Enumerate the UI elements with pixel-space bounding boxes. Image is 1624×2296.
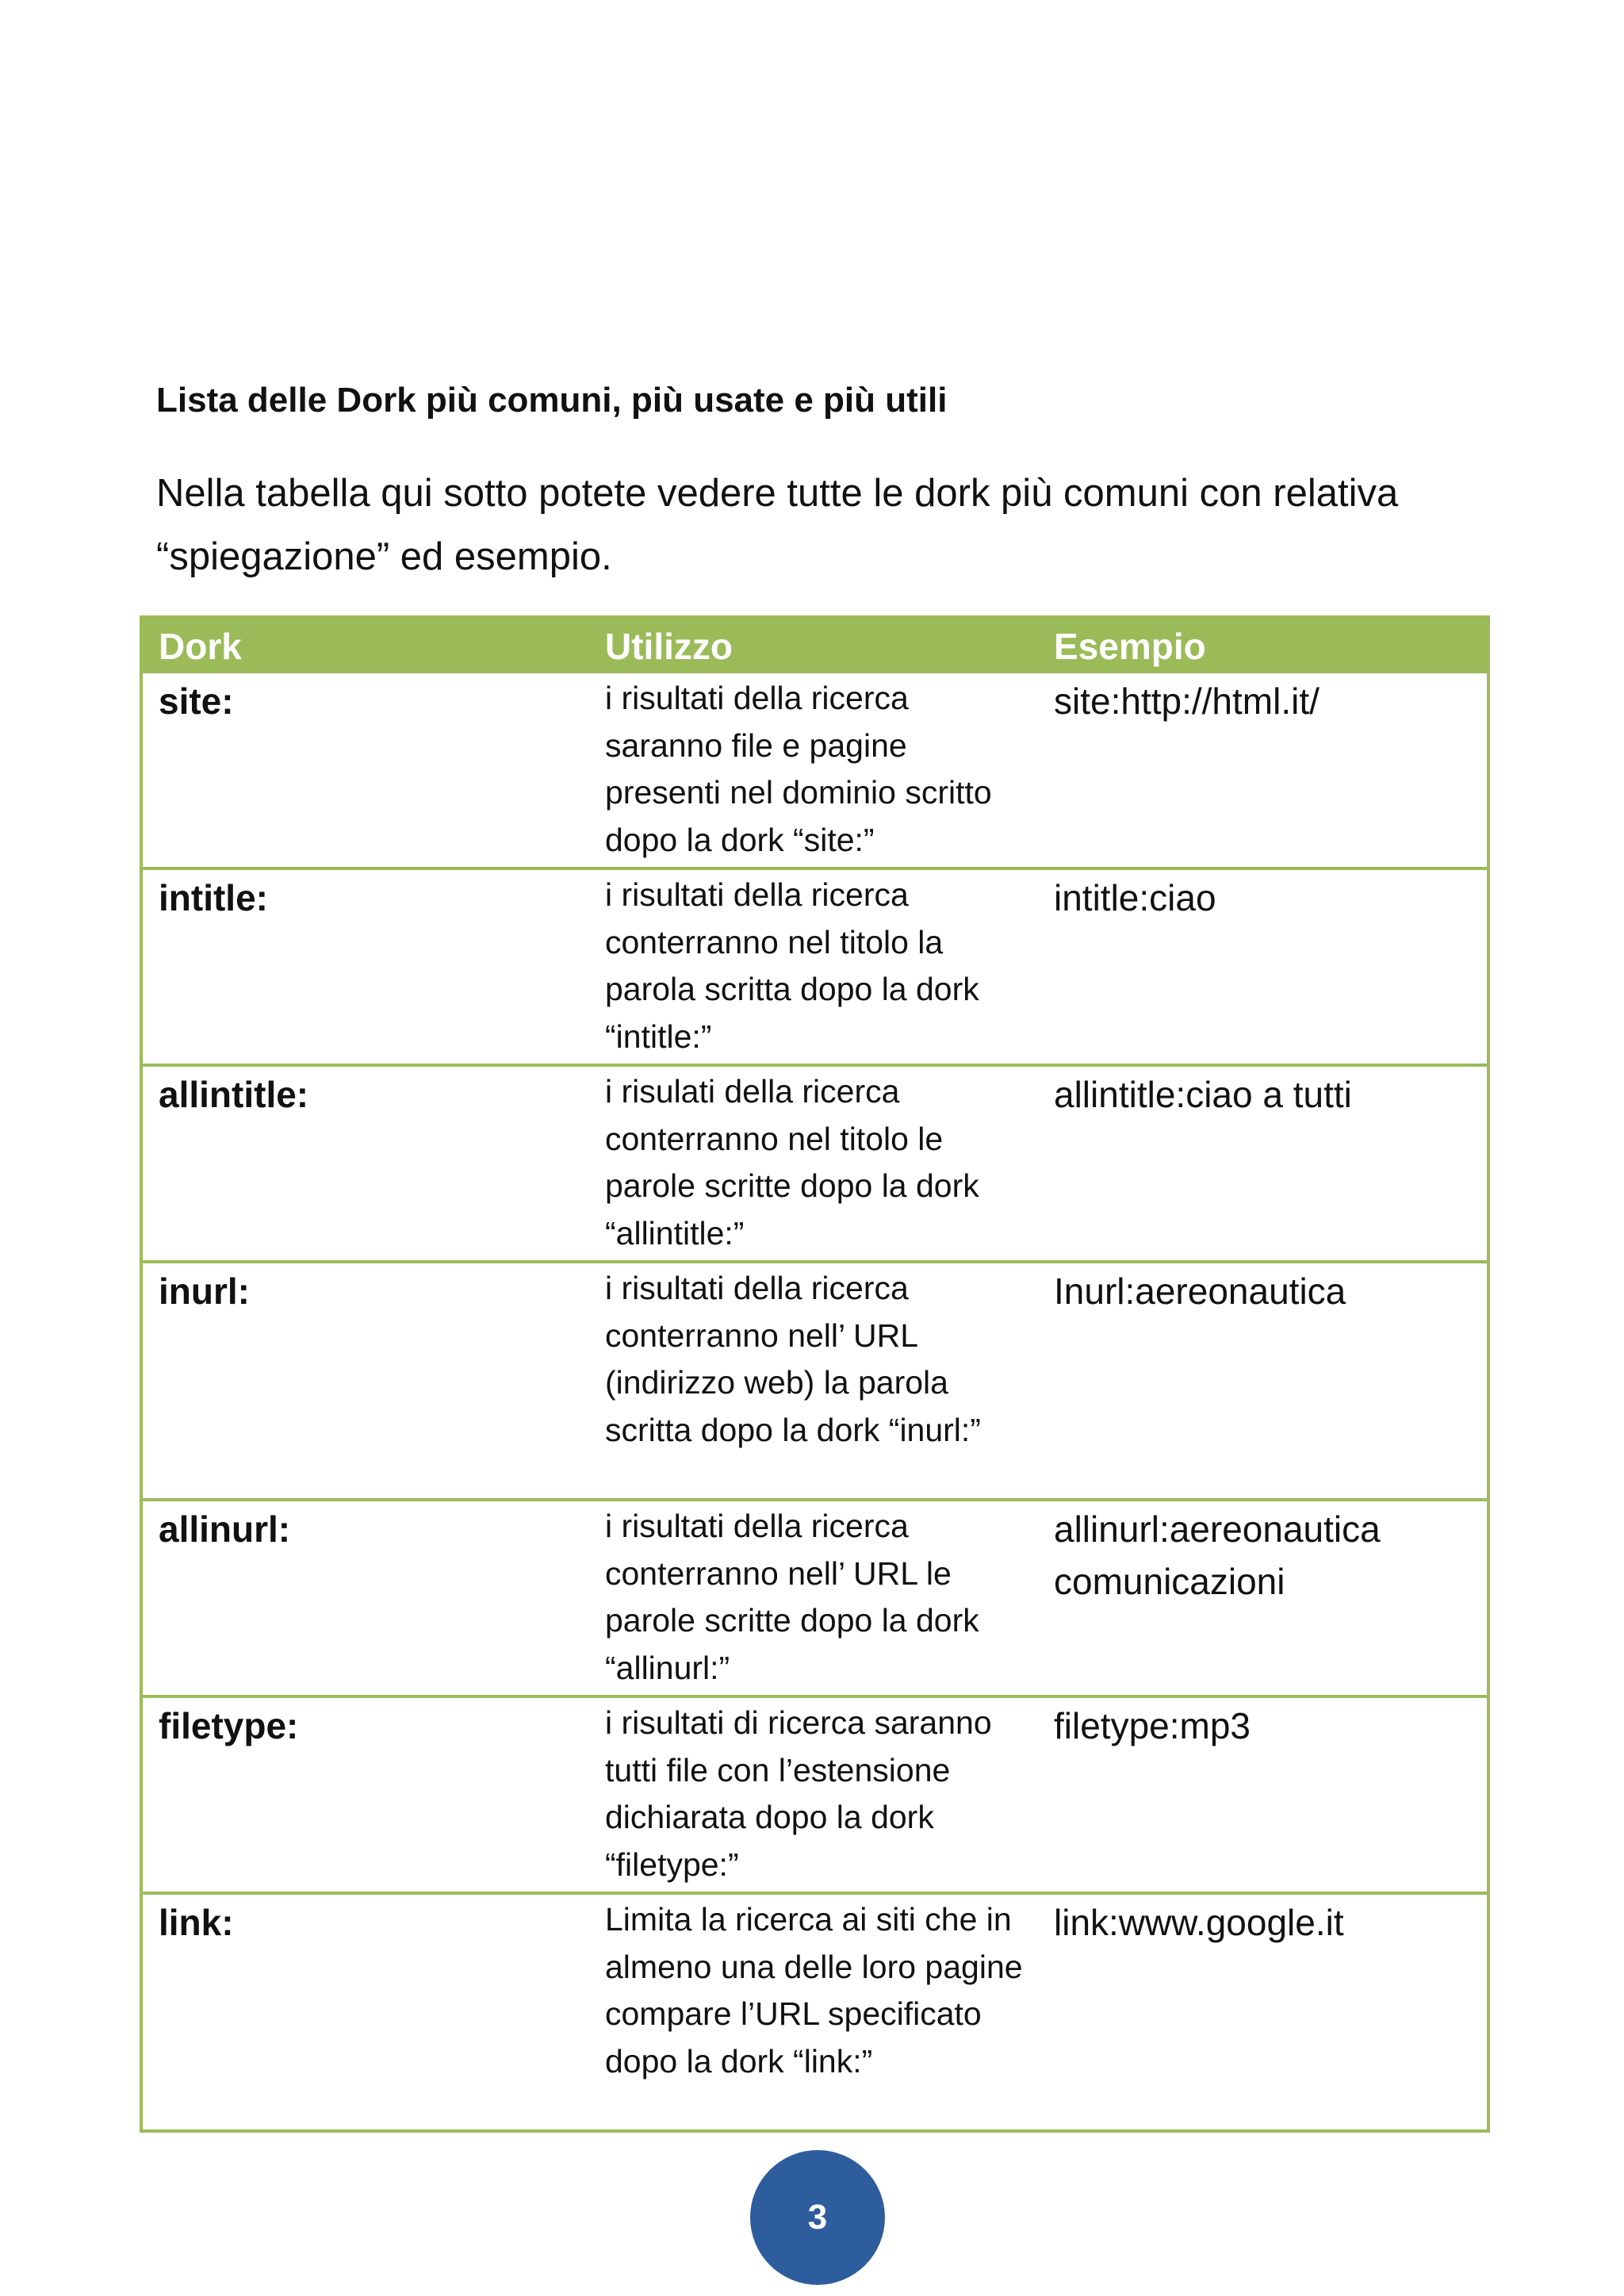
column-header-dork: Dork (141, 617, 589, 673)
column-header-utilizzo: Utilizzo (589, 617, 1038, 673)
example-cell: link:www.google.it (1038, 1893, 1488, 2131)
dork-cell: link: (141, 1893, 589, 2131)
dork-cell: intitle: (141, 868, 589, 1065)
intro-paragraph: Nella tabella qui sotto potete vedere tutte le dork più comuni con relativa “spiegazione” ed esempio. (156, 472, 1399, 578)
table-row (141, 1500, 1488, 1696)
usage-cell: i risulati della ricerca conterranno nel titolo le parole scritte dopo la dork “allintitle:” (589, 1065, 1038, 1262)
usage-cell: i risultati della ricerca saranno file e pagine presenti nel dominio scritto dopo la dork “site:” (605, 680, 992, 858)
example-cell: filetype:mp3 (1038, 1696, 1488, 1893)
table-row (141, 1893, 1488, 2131)
column-header-esempio: Esempio (1038, 617, 1488, 673)
example-cell: site:http://html.it/ (1054, 680, 1320, 722)
usage-cell: Limita la ricerca ai siti che in almeno una delle loro pagine compare l’URL specificato dopo la dork “link:” (589, 1893, 1038, 2131)
section-heading: Lista delle Dork più comuni, più usate e più utili (156, 381, 948, 420)
example-cell: allinurl:aereonautica comunicazioni (1038, 1500, 1488, 1696)
table-row (141, 868, 1488, 1065)
usage-cell: i risultati di ricerca saranno tutti file con l’estensione dichiarata dopo la dork “filetype:” (589, 1696, 1038, 1893)
example-cell: intitle:ciao (1038, 868, 1488, 1065)
dork-cell: allinurl: (141, 1500, 589, 1696)
table-row (141, 1262, 1488, 1500)
table-row (141, 673, 1488, 868)
dork-table (140, 615, 1490, 2133)
dork-cell: filetype: (141, 1696, 589, 1893)
dork-cell: site: (159, 680, 234, 722)
page-number-badge: 3 (750, 2150, 885, 2285)
dork-cell: allintitle: (141, 1065, 589, 1262)
example-cell: Inurl:aereonautica (1038, 1262, 1488, 1500)
table-row (141, 1065, 1488, 1262)
usage-cell: i risultati della ricerca conterranno nell’ URL (indirizzo web) la parola scritta dopo la dork “inurl:” (589, 1262, 1038, 1500)
usage-cell: i risultati della ricerca conterranno nel titolo la parola scritta dopo la dork “intitle:” (589, 868, 1038, 1065)
table-row (141, 1696, 1488, 1893)
example-cell: allintitle:ciao a tutti (1038, 1065, 1488, 1262)
table-header-row (141, 617, 1488, 673)
usage-cell: i risultati della ricerca conterranno nell’ URL le parole scritte dopo la dork “allinurl:” (589, 1500, 1038, 1696)
dork-cell: inurl: (141, 1262, 589, 1500)
